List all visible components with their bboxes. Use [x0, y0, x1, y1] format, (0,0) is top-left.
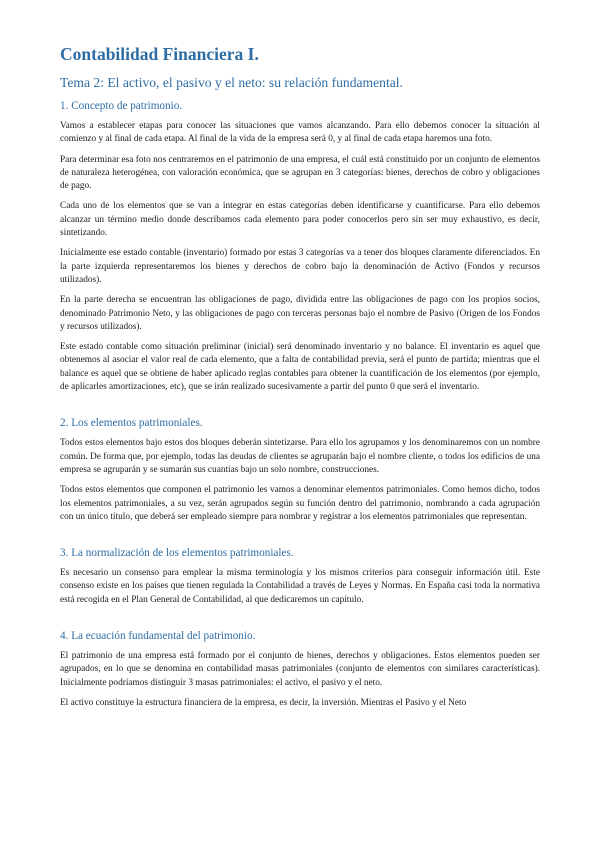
paragraph: Este estado contable como situación preliminar (inicial) será denominado inventario y no balance. El inventario es aquel que obtenemos al asociar el valor real de cada elemento, que a falta de contabilidad previa, será el punto de partida; mientras que el balance es aquel que se obtiene de haber aplicado reglas contables para obtener la cuantificación de los elementos (por ejemplo, de aplicarles amortizaciones, etc), que se irán realizado sucesivamente a partir del punto 0 que será el inventario. — [60, 342, 540, 393]
paragraph: El activo constituye la estructura financiera de la empresa, es decir, la inversión. Mientras el Pasivo y el Neto — [60, 697, 467, 708]
paragraph: Es necesario un consenso para emplear la misma terminología y los mismos criterios para conseguir información útil. Este consenso existe en los países que tienen regulada la Contabilidad a través de Leyes y Normas. En España casi toda la normativa está recogida en el Plan General de Contabilidad, al que dedicaremos un capítulo. — [60, 568, 540, 605]
paragraph: Todos estos elementos bajo estos dos bloques deberán sintetizarse. Para ello los agrupamos y los denominaremos con un nombre común. De forma que, por ejemplo, todas las deudas de clientes se agruparán bajo el nombre cliente, o todos los edificios de una empresa se agruparán y se sumarán sus cuantías bajo un solo nombre, construcciones. — [60, 438, 540, 475]
section-heading: 4. La ecuación fundamental del patrimonio. — [60, 630, 256, 643]
section-normalizacion — [60, 546, 540, 607]
section-heading: 2. Los elementos patrimoniales. — [60, 417, 203, 430]
document-title: Contabilidad Financiera I. — [60, 44, 259, 64]
paragraph: Cada uno de los elementos que se van a integrar en estas categorías deben identificarse y cuantificarse. Para ello debemos alcanzar un término medio donde describamos cada elemento para poder conocerlos pero sin ser muy exhaustivo, es decir, sintetizando. — [60, 201, 540, 239]
section-ecuacion-fundamental — [60, 629, 540, 710]
section-elementos-patrimoniales — [60, 416, 540, 524]
paragraph: Inicialmente ese estado contable (inventario) formado por estas 3 categorías va a tener dos bloques claramente diferenciados. En la parte izquierda representaremos los bienes y derechos de cobro bajo la denominación de Activo (Fondos y recursos utilizados). — [60, 248, 540, 285]
section-heading: 3. La normalización de los elementos patrimoniales. — [60, 547, 294, 560]
section-heading: 1. Concepto de patrimonio. — [60, 100, 183, 112]
paragraph: El patrimonio de una empresa está formado por el conjunto de bienes, derechos y obligaciones. Estos elementos pueden ser agrupados, en lo que se denomina en contabilidad masas patrimoniales (conjunto de elementos con similares características). Inicialmente podríamos distinguir 3 masas patrimoniales: el activo, el pasivo y el neto. — [60, 651, 540, 688]
spacer — [60, 531, 540, 546]
section-concepto-patrimonio — [60, 99, 540, 394]
paragraph: Vamos a establecer etapas para conocer las situaciones que vamos alcanzando. Para ello debemos conocer la situación al comienzo y al final de cada etapa. Al final de la vida de la empresa será 0, y al final de cada etapa haremos una foto. — [60, 121, 540, 145]
document-subtitle: Tema 2: El activo, el pasivo y el neto: su relación fundamental. — [60, 75, 403, 90]
paragraph: En la parte derecha se encuentran las obligaciones de pago, dividida entre las obligaciones de pago con los propios socios, denominado Patrimonio Neto, y las obligaciones de pago con terceras personas bajo el nombre de Pasivo (Origen de los Fondos y recursos utilizados). — [60, 295, 540, 332]
paragraph: Para determinar esa foto nos centraremos en el patrimonio de una empresa, el cuál está constituido por un conjunto de elementos de naturaleza heterogénea, con valoración económica, que se agrupan en 3 categorías: bienes, derechos de cobro y obligaciones de pago. — [60, 154, 540, 192]
spacer — [60, 401, 540, 416]
spacer — [60, 614, 540, 629]
paragraph: Todos estos elementos que componen el patrimonio les vamos a denominar elementos patrimoniales. Como hemos dicho, todos los elementos patrimoniales, a su vez, serán agrupados según su función dentro del patrimonio, nombrando a cada agrupación con un único título, que deberá ser empleado siempre para nombrar y registrar a los elementos patrimoniales que representan. — [60, 485, 540, 522]
